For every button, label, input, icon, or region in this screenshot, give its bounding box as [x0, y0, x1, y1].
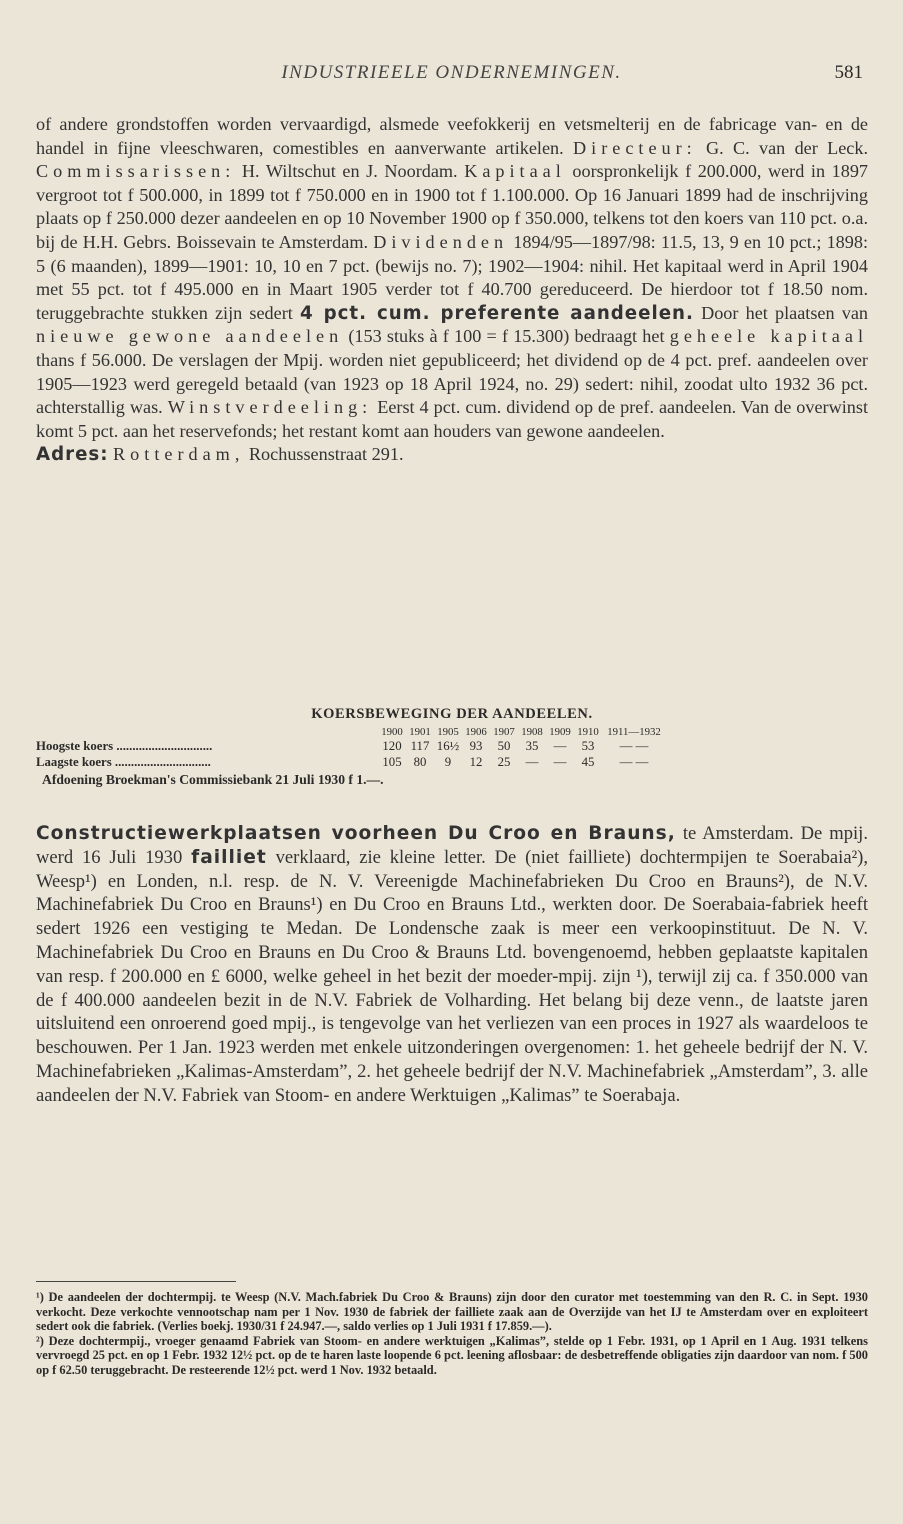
row-label: Laagste koers .............................. — [36, 755, 211, 769]
footnote-divider — [36, 1281, 236, 1282]
directeur-label: Directeur: — [573, 137, 697, 158]
value-cell: — — — [619, 755, 649, 769]
adres-label: Adres: — [36, 444, 109, 466]
value-cell: — — [553, 739, 567, 753]
entry-text-g: (153 stuks à f 100 = f 15.300) bedraagt het — [348, 326, 665, 347]
table-row-laagste — [36, 755, 666, 771]
entry-text-b: G. C. van der Leck. — [706, 137, 869, 158]
year-cell: 1901 — [409, 726, 431, 738]
value-cell: 117 — [410, 739, 430, 753]
entry-text-d: oorspronkelijk f 200.000, werd in 1897 vergroot tot f 500.000, in 1899 tot f 750.000 en in 1900 tot f 1.100.000. Op 16 Januari 1899 had de inschrijving plaats op f 250.000 dezer aandeelen en op 10 November 1900 op f 350.000, telkens tot den koers van 110 pct. o.a. bij de H.H. Gebrs. Boissevain te Amsterdam. — [36, 161, 869, 252]
value-cell: 35 — [525, 739, 539, 753]
year-cell: 1911—1932 — [607, 726, 661, 738]
preferente-label: 4 pct. cum. preferente aandeelen. — [300, 302, 694, 324]
kapitaal-label: Kapitaal — [464, 161, 566, 182]
commissarissen-label: Commissarissen: — [36, 161, 236, 182]
footnote-1: ¹) De aandeelen der dochtermpij. te Weesp (N.V. Mach.fabriek Du Croo & Brauns) zijn door den curator met toestemming van den R. C. in Sept. 1930 verkocht. Deze verkochte vennootschap nam per 1 Nov. 1930 de fabriek der failliete zaak aan de Overzijde van het IJ te Amsterdam over en exploiteert sedert ook die fabriek. (Verlies boekj. 1930/31 f 24.947.—, saldo verlies op 1 Juli 1931 f 17.859.—). — [36, 1290, 868, 1333]
year-cell: 1907 — [493, 726, 515, 738]
adres-street: Rochussenstraat 291. — [248, 444, 404, 465]
value-cell: 120 — [382, 739, 402, 753]
year-cell: 1905 — [437, 726, 459, 738]
value-cell: 12 — [469, 755, 483, 769]
value-cell: 53 — [581, 739, 595, 753]
company-entry-paragraph — [36, 113, 868, 467]
value-cell: 80 — [413, 755, 427, 769]
year-cell: 1909 — [549, 726, 571, 738]
value-cell: 9 — [444, 755, 452, 769]
entry-text-e: 1894/95—1897/98: 11.5, 13, 9 en 10 pct.; 1898: 5 (6 maanden), 1899—1901: 10, 10 en 7 pct. (bewijs no. 7); 1902—1904: nihil. Het kapitaal werd in April 1904 met 55 pct. tot f 495.000 en in Maart 1905 verder tot f 40.700 gereduceerd. De hierdoor tot f 18.50 nom. teruggebrachte stukken zijn sedert — [36, 231, 869, 323]
geheele-kapitaal-label: geheele kapitaal — [669, 326, 869, 347]
winstverdeeling-label: Winstverdeeling: — [167, 397, 373, 418]
page-header — [0, 62, 903, 86]
page-number: 581 — [834, 62, 863, 83]
nieuwe-aandeelen-label: nieuwe gewone aandeelen — [36, 326, 344, 347]
value-cell: 45 — [581, 755, 595, 769]
adres-city: Rotterdam, — [113, 444, 245, 465]
entry-text-b: verklaard, zie kleine letter. De (niet failliete) dochtermpijen te Soerabaia²), Weesp¹) en Londen, n.l. resp. de N. V. Vereenigde Machinefabrieken Du Croo en Brauns²), de N.V. Machinefabriek Du Croo en Brauns¹) en Du Croo en Brauns Ltd., werkten door. De Soerabaia-fabriek heeft sedert 1926 een vestiging te Medan. De Londensche zaak is meer een verkoopinstituut. De N. V. Machinefabriek Du Croo en Brauns en Du Croo & Brauns Ltd. bovengenoemd, hebben geplaatste kapitalen van resp. f 200.000 en £ 6000, welke geheel in het bezit der moeder-mpij. zijn ¹), terwijl zij ca. f 350.000 van de f 400.000 aandeelen bezit in de N.V. Fabriek de Volharding. Het belang bij deze venn., de laatste jaren uitsluitend een onroerend goed mpij., is tengevolge van het verliezen van een proces in 1927 als waardeloos te beschouwen. Per 1 Jan. 1923 werden met enkele uitzonderingen overgenomen: 1. het geheele bedrijf der N. V. Machinefabrieken „Kalimas-Amsterdam”, 2. het geheele bedrijf der N.V. Machinefabriek „Amsterdam”, 3. alle aandeelen der N.V. Fabriek van Stoom- en andere Werktuigen „Kalimas” te Soerabaja. — [36, 846, 868, 1106]
year-cell: 1908 — [521, 726, 543, 738]
dividenden-label: Dividenden — [373, 231, 509, 252]
entry-text-a: te Amsterdam. De mpij. werd 16 Juli 1930 — [36, 823, 868, 868]
entry-text-h: thans f 56.000. De verslagen der Mpij. worden niet gepubliceerd; het dividend op de 4 pct. pref. aandeelen over 1905—1923 werd geregeld betaald (van 1923 op 18 April 1924, no. 29) sedert: nihil, zoodat ulto 1932 36 pct. achterstallig was. — [36, 349, 868, 418]
table-year-row — [36, 726, 666, 739]
value-cell: — — — [619, 739, 649, 753]
afdoening-note: Afdoening Broekman's Commissiebank 21 Juli 1930 f 1.—. — [42, 772, 384, 787]
value-cell: — — [525, 755, 539, 769]
entry-text-i: Eerst 4 pct. cum. dividend op de pref. aandeelen. Van de overwinst komt 5 pct. aan het reservefonds; het restant komt aan houders van gewone aandeelen. — [36, 397, 869, 441]
koersbeweging-table-block — [36, 706, 868, 788]
value-cell: 105 — [382, 755, 402, 769]
entry-text-f: Door het plaatsen van — [701, 302, 869, 323]
value-cell: 93 — [469, 739, 483, 753]
table-caption: KOERSBEWEGING DER AANDEELEN. — [311, 706, 593, 722]
failliet-label: failliet — [191, 846, 267, 868]
table-corner — [36, 726, 378, 739]
value-cell: 50 — [497, 739, 511, 753]
year-cell: 1900 — [381, 726, 403, 738]
entry-text-a: of andere grondstoffen worden vervaardigd, alsmede veefokkerij en vetsmelterij en de fabricage van- en de handel in fijne vleeschwaren, comestibles en aanverwante artikelen. — [36, 114, 868, 158]
company-heading: Constructiewerkplaatsen voorheen Du Croo en Brauns, — [36, 823, 676, 844]
footnote-2: ²) Deze dochtermpij., vroeger genaamd Fabriek van Stoom- en andere werktuigen „Kalimas”, stelde op 1 Febr. 1931, op 1 April en 1 Aug. 1931 telkens vervroegd 25 pct. en op 1 Febr. 1932 12½ pct. op de te haren laste loopende 6 pct. leening aflosbaar: de desbetreffende obligaties zijn daardoor van nom. f 500 op f 62.50 teruggebracht. De resteerende 12½ pct. werd 1 Nov. 1932 betaald. — [36, 1333, 868, 1377]
value-cell: 16½ — [436, 739, 460, 753]
entry-text-c: H. Wiltschut en J. Noordam. — [241, 161, 458, 182]
company-entry-du-croo — [36, 822, 868, 1108]
running-title: INDUSTRIEELE ONDERNEMINGEN. — [281, 62, 622, 83]
table-row-hoogste — [36, 739, 666, 755]
value-cell: 25 — [497, 755, 511, 769]
year-cell: 1910 — [577, 726, 599, 738]
footnotes — [36, 1290, 868, 1377]
koers-table — [36, 726, 666, 771]
year-cell: 1906 — [465, 726, 487, 738]
row-label: Hoogste koers .............................. — [36, 739, 213, 753]
value-cell: — — [553, 755, 567, 769]
